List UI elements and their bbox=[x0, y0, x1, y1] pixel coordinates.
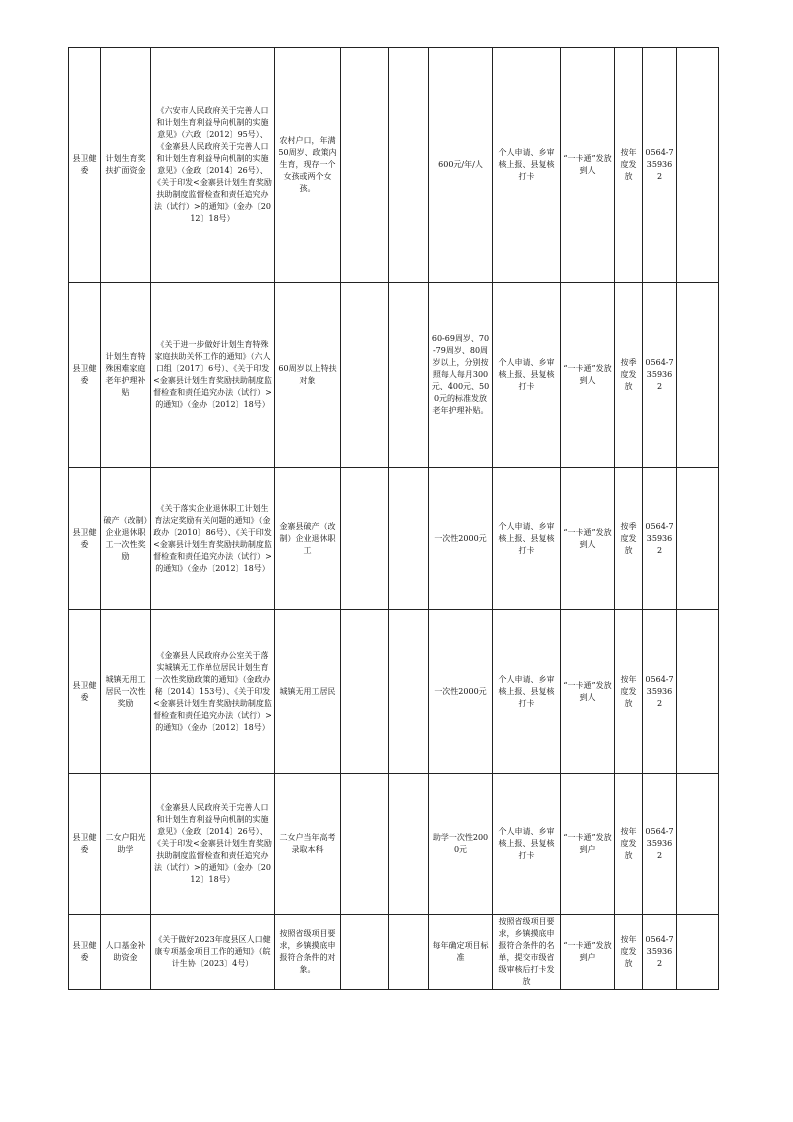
item-cell: 城镇无用工居民一次性奖励 bbox=[101, 610, 151, 774]
item-cell: 二女户阳光助学 bbox=[101, 774, 151, 915]
cycle-cell: 按季度发放 bbox=[615, 283, 643, 468]
policy-cell: 《关于进一步做好计划生育特殊家庭扶助关怀工作的通知》（六人口组〔2017〕6号）、《关于印发<金寨县计划生育奖励扶助制度监督检查和责任追究办法（试行）>的通知》（金办〔2012〕18号） bbox=[151, 283, 275, 468]
policy-cell: 《关于做好2023年度县区人口健康专项基金项目工作的通知》（皖计生协〔2023〕4号） bbox=[151, 915, 275, 990]
phone-cell: 0564-7359362 bbox=[643, 468, 677, 610]
procedure-cell: 个人申请、乡审核上报、县复核打卡 bbox=[493, 283, 561, 468]
cycle-cell: 按年度发放 bbox=[615, 774, 643, 915]
dept-cell: 县卫健委 bbox=[69, 48, 101, 283]
phone-cell: 0564-7359362 bbox=[643, 283, 677, 468]
empty-cell bbox=[677, 610, 719, 774]
method-cell: “一卡通”发放到人 bbox=[561, 283, 615, 468]
table-row bbox=[69, 283, 719, 468]
phone-cell: 0564-7359362 bbox=[643, 610, 677, 774]
dept-cell: 县卫健委 bbox=[69, 915, 101, 990]
dept-cell: 县卫健委 bbox=[69, 283, 101, 468]
policy-cell: 《金寨县人民政府办公室关于落实城镇无工作单位居民计划生育一次性奖励政策的通知》（金政办秘〔2014〕153号）、《关于印发<金寨县计划生育奖励扶助制度监督检查和责任追究办法（试行）>的通知》（金办〔2012〕18号） bbox=[151, 610, 275, 774]
policy-cell: 《六安市人民政府关于完善人口和计划生育利益导向机制的实施意见》（六政〔2012〕95号）、《金寨县人民政府关于完善人口和计划生育利益导向机制的实施意见》（金政〔2014〕26号）、《关于印发<金寨县计划生育奖励扶助制度监督检查和责任追究办法（试行）>的通知》（金办〔2012〕18号） bbox=[151, 48, 275, 283]
empty-cell bbox=[341, 283, 389, 468]
object-cell: 按照省级项目要求，乡镇摸底申报符合条件的对象。 bbox=[275, 915, 341, 990]
standard-cell: 60-69周岁、70-79周岁、80周岁以上，分别按照每人每月300元、400元、500元的标准发放老年护理补贴。 bbox=[429, 283, 493, 468]
procedure-cell: 个人申请、乡审核上报、县复核打卡 bbox=[493, 48, 561, 283]
phone-cell: 0564-7359362 bbox=[643, 48, 677, 283]
dept-cell: 县卫健委 bbox=[69, 774, 101, 915]
empty-cell bbox=[341, 468, 389, 610]
standard-cell: 一次性2000元 bbox=[429, 468, 493, 610]
empty-cell bbox=[389, 468, 429, 610]
empty-cell bbox=[389, 774, 429, 915]
empty-cell bbox=[677, 774, 719, 915]
standard-cell: 每年确定项目标准 bbox=[429, 915, 493, 990]
phone-cell: 0564-7359362 bbox=[643, 774, 677, 915]
empty-cell bbox=[677, 283, 719, 468]
standard-cell: 一次性2000元 bbox=[429, 610, 493, 774]
standard-cell: 600元/年/人 bbox=[429, 48, 493, 283]
method-cell: “一卡通”发放到人 bbox=[561, 468, 615, 610]
empty-cell bbox=[677, 915, 719, 990]
object-cell: 农村户口，年满50周岁、政策内生育，现存一个女孩或两个女孩。 bbox=[275, 48, 341, 283]
phone-cell: 0564-7359362 bbox=[643, 915, 677, 990]
standard-cell: 助学一次性2000元 bbox=[429, 774, 493, 915]
method-cell: “一卡通”发放到人 bbox=[561, 48, 615, 283]
object-cell: 60周岁以上特扶对象 bbox=[275, 283, 341, 468]
item-cell: 计划生育奖扶扩面资金 bbox=[101, 48, 151, 283]
empty-cell bbox=[389, 48, 429, 283]
procedure-cell: 个人申请、乡审核上报、县复核打卡 bbox=[493, 610, 561, 774]
dept-cell: 县卫健委 bbox=[69, 610, 101, 774]
item-cell: 计划生育特殊困难家庭老年护理补贴 bbox=[101, 283, 151, 468]
empty-cell bbox=[389, 610, 429, 774]
empty-cell bbox=[677, 468, 719, 610]
object-cell: 二女户当年高考录取本科 bbox=[275, 774, 341, 915]
table-row bbox=[69, 48, 719, 283]
object-cell: 城镇无用工居民 bbox=[275, 610, 341, 774]
empty-cell bbox=[677, 48, 719, 283]
cycle-cell: 按季度发放 bbox=[615, 468, 643, 610]
item-cell: 破产（改制）企业退休职工一次性奖励 bbox=[101, 468, 151, 610]
cycle-cell: 按年度发放 bbox=[615, 48, 643, 283]
table-row bbox=[69, 468, 719, 610]
empty-cell bbox=[341, 610, 389, 774]
cycle-cell: 按年度发放 bbox=[615, 610, 643, 774]
empty-cell bbox=[341, 915, 389, 990]
method-cell: “一卡通”发放到人 bbox=[561, 610, 615, 774]
subsidy-table bbox=[68, 47, 719, 990]
policy-cell: 《金寨县人民政府关于完善人口和计划生育利益导向机制的实施意见》（金政〔2014〕26号）、《关于印发<金寨县计划生育奖励扶助制度监督检查和责任追究办法（试行）>的通知》（金办〔2012〕18号） bbox=[151, 774, 275, 915]
procedure-cell: 个人申请、乡审核上报、县复核打卡 bbox=[493, 468, 561, 610]
empty-cell bbox=[389, 915, 429, 990]
dept-cell: 县卫健委 bbox=[69, 468, 101, 610]
empty-cell bbox=[389, 283, 429, 468]
cycle-cell: 按年度发放 bbox=[615, 915, 643, 990]
policy-cell: 《关于落实企业退休职工计划生育法定奖励有关问题的通知》（金政办〔2010〕86号）、《关于印发<金寨县计划生育奖励扶助制度监督检查和责任追究办法（试行）>的通知》（金办〔2012〕18号） bbox=[151, 468, 275, 610]
table-row bbox=[69, 915, 719, 990]
table-row bbox=[69, 610, 719, 774]
empty-cell bbox=[341, 48, 389, 283]
procedure-cell: 个人申请、乡审核上报、县复核打卡 bbox=[493, 774, 561, 915]
method-cell: “一卡通”发放到户 bbox=[561, 774, 615, 915]
empty-cell bbox=[341, 774, 389, 915]
item-cell: 人口基金补助资金 bbox=[101, 915, 151, 990]
table-row bbox=[69, 774, 719, 915]
method-cell: “一卡通”发放到户 bbox=[561, 915, 615, 990]
procedure-cell: 按照省级项目要求，乡镇摸底申报符合条件的名单，提交市级省级审核后打卡发放 bbox=[493, 915, 561, 990]
object-cell: 金寨县破产（改制）企业退休职工 bbox=[275, 468, 341, 610]
